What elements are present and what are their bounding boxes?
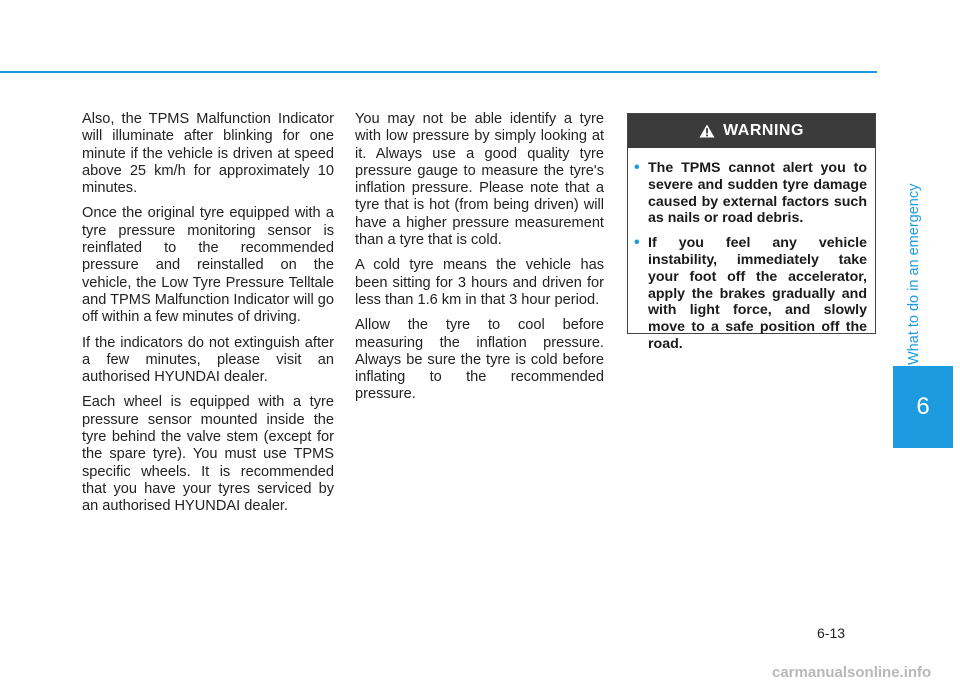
paragraph: Once the original tyre equipped with a tyre pressure monitoring sensor is reinflated to the recommended pressure and reinstalled on the vehicle, the Low Tyre Pressure Telltale and TPMS Malfunction Indicator will go off within a few minutes of driving. [82, 205, 334, 326]
warning-header [628, 114, 875, 148]
warning-triangle-icon [699, 124, 715, 138]
chapter-number: 6 [916, 393, 930, 420]
paragraph: A cold tyre means the vehicle has been sitting for 3 hours and driven for less than 1.6 km in that 3 hour period. [355, 257, 604, 308]
paragraph: You may not be able identify a tyre with low pressure by simply looking at it. Always use a good quality tyre pressure gauge to measure the tyre's inflation pressure. Please note that a tyre that is hot (from being driven) will have a higher pressure measurement than a tyre that is cold. [355, 111, 604, 249]
paragraph: If the indicators do not extinguish after a few minutes, please visit an authorised HYUNDAI dealer. [82, 334, 334, 386]
watermark: carmanualsonline.info [772, 664, 932, 681]
paragraph: Allow the tyre to cool before measuring the inflation pressure. Always be sure the tyre is cold before inflating to the recommended pressure. [355, 317, 604, 403]
chapter-number-tab [893, 366, 953, 448]
middle-column [355, 111, 604, 412]
paragraph: Each wheel is equipped with a tyre pressure sensor mounted inside the tyre behind the valve stem (except for the spare tyre). You must use TPMS specific wheels. It is recommended that you have your tyres serviced by an authorised HYUNDAI dealer. [82, 394, 334, 515]
left-column [82, 111, 334, 524]
top-rule [0, 71, 877, 73]
bullet-icon: • [634, 159, 640, 176]
warning-title: WARNING [723, 122, 804, 139]
warning-box [627, 113, 876, 352]
warning-list [628, 148, 875, 353]
paragraph: Also, the TPMS Malfunction Indicator will illuminate after blinking for one minute if the vehicle is driven at speed above 25 km/h for approximately 10 minutes. [82, 111, 334, 197]
bullet-icon: • [634, 234, 640, 252]
chapter-side-title [905, 60, 923, 365]
chapter-title-text: What to do in an emergency [906, 183, 922, 365]
page-number: 6-13 [817, 625, 846, 641]
warning-item: • If you feel any vehicle instability, immediately take your foot off the accelerator, apply the brakes gradually and with light force, and slowly move to a safe position off the road. [634, 234, 867, 352]
warning-item: • The TPMS cannot alert you to severe and sudden tyre damage caused by external factors such as nails or road debris. [634, 159, 867, 227]
